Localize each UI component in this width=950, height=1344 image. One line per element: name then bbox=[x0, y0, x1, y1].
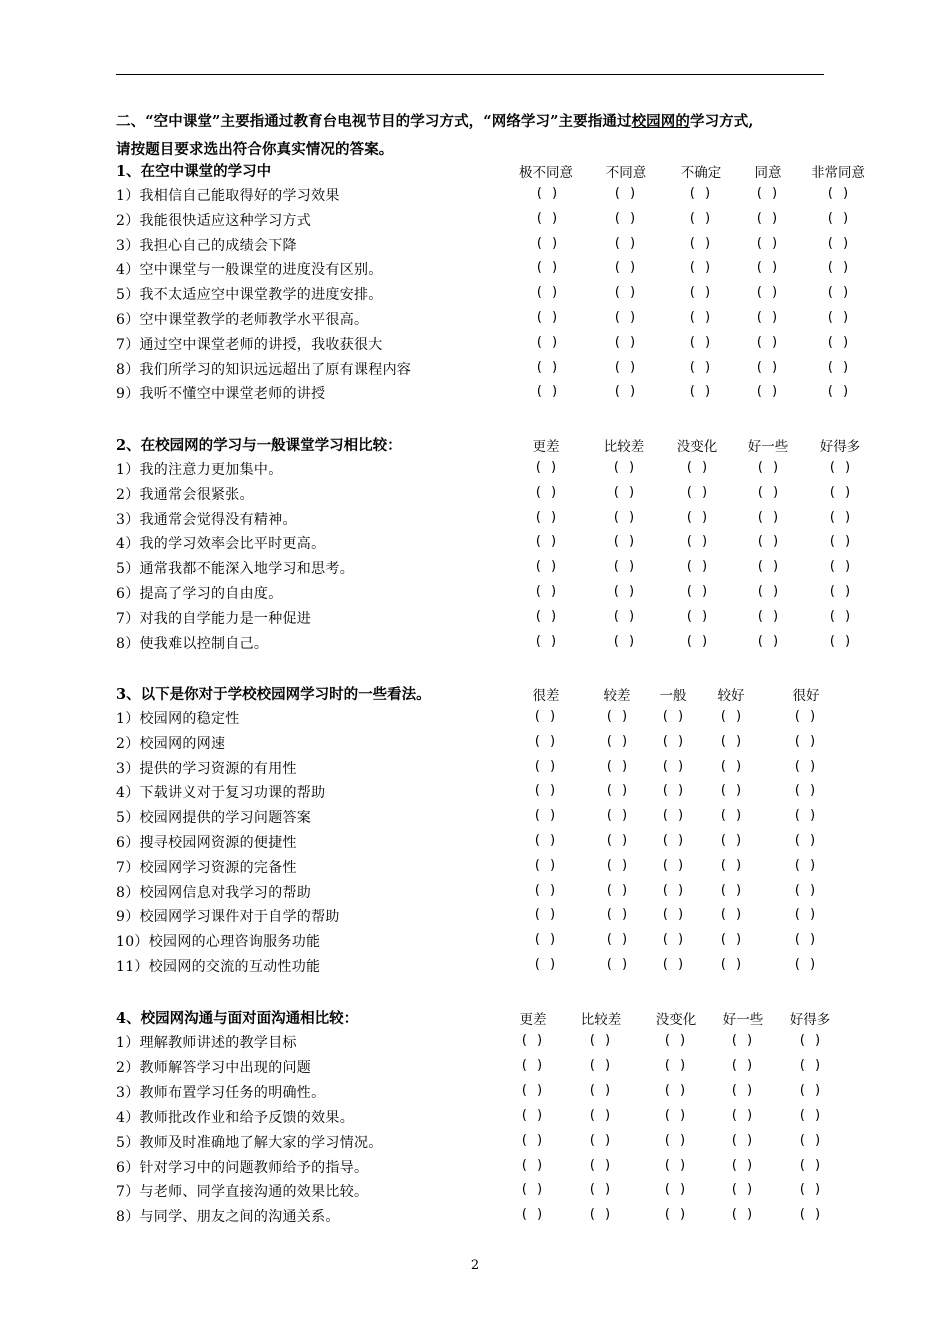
rating-option-3[interactable]: ( ) bbox=[688, 285, 712, 301]
rating-option-3[interactable]: ( ) bbox=[661, 808, 685, 824]
rating-option-3[interactable]: ( ) bbox=[661, 882, 685, 898]
rating-option-4[interactable]: ( ) bbox=[719, 882, 743, 898]
rating-option-4[interactable]: ( ) bbox=[730, 1107, 754, 1123]
rating-option-3[interactable]: ( ) bbox=[663, 1157, 687, 1173]
rating-column-header: 更差 bbox=[532, 439, 560, 455]
question-text: 4）我的学习效率会比平时更高。 bbox=[116, 536, 326, 553]
header-rule bbox=[116, 74, 824, 75]
rating-option-4[interactable]: ( ) bbox=[730, 1033, 754, 1048]
rating-option-4[interactable]: ( ) bbox=[755, 260, 779, 276]
rating-option-2[interactable]: ( ) bbox=[613, 235, 637, 251]
rating-option-4[interactable]: ( ) bbox=[730, 1207, 754, 1223]
question-text: 7）对我的自学能力是一种促进 bbox=[116, 610, 312, 627]
rating-column-header: 不同意 bbox=[605, 165, 647, 181]
rating-option-4[interactable]: ( ) bbox=[755, 210, 779, 226]
rating-option-4[interactable]: ( ) bbox=[755, 235, 779, 251]
rating-column-header: 较差 bbox=[603, 688, 631, 704]
rating-option-3[interactable]: ( ) bbox=[661, 733, 685, 749]
question-text: 3）我通常会觉得没有精神。 bbox=[116, 511, 297, 528]
rating-option-4[interactable]: ( ) bbox=[756, 584, 780, 599]
rating-option-4[interactable]: ( ) bbox=[756, 534, 780, 550]
question-text: 2）校园网的网速 bbox=[116, 735, 226, 752]
question-text: 1）理解教师讲述的教学目标 bbox=[116, 1035, 297, 1051]
rating-column-header: 不确定 bbox=[680, 165, 722, 181]
rating-option-4[interactable]: ( ) bbox=[756, 633, 780, 649]
rating-option-3[interactable]: ( ) bbox=[661, 833, 685, 848]
rating-column-header: 更差 bbox=[519, 1012, 547, 1028]
rating-option-3[interactable]: ( ) bbox=[663, 1107, 687, 1123]
rating-option-3[interactable]: ( ) bbox=[685, 584, 709, 599]
question-text: 3）提供的学习资源的有用性 bbox=[116, 760, 297, 777]
rating-option-4[interactable]: ( ) bbox=[756, 608, 780, 624]
question-text: 6）空中课堂教学的老师教学水平很高。 bbox=[116, 312, 369, 328]
rating-option-1[interactable]: ( ) bbox=[520, 1132, 544, 1148]
rating-option-4[interactable]: ( ) bbox=[719, 808, 743, 824]
question-text: 4）下载讲义对于复习功课的帮助 bbox=[116, 785, 326, 802]
rating-option-3[interactable]: ( ) bbox=[685, 633, 709, 649]
rating-option-2[interactable]: ( ) bbox=[588, 1182, 612, 1198]
intro-text-b: 学习方式, bbox=[689, 113, 754, 130]
rating-option-3[interactable]: ( ) bbox=[688, 210, 712, 226]
rating-option-4[interactable]: ( ) bbox=[719, 932, 743, 948]
rating-option-5[interactable]: ( ) bbox=[798, 1033, 822, 1048]
rating-option-3[interactable]: ( ) bbox=[685, 460, 709, 475]
rating-option-2[interactable]: ( ) bbox=[613, 260, 637, 276]
rating-option-4[interactable]: ( ) bbox=[755, 359, 779, 375]
rating-option-1[interactable]: ( ) bbox=[535, 235, 559, 251]
rating-option-5[interactable]: ( ) bbox=[793, 709, 817, 724]
rating-option-3[interactable]: ( ) bbox=[663, 1207, 687, 1223]
question-text: 4）教师批改作业和给予反馈的效果。 bbox=[116, 1109, 355, 1126]
rating-option-1[interactable]: ( ) bbox=[533, 758, 557, 774]
rating-option-3[interactable]: ( ) bbox=[688, 334, 712, 350]
rating-option-3[interactable]: ( ) bbox=[685, 534, 709, 550]
rating-option-5[interactable]: ( ) bbox=[828, 608, 852, 624]
rating-option-5[interactable]: ( ) bbox=[828, 509, 852, 525]
rating-option-3[interactable]: ( ) bbox=[688, 235, 712, 251]
rating-option-2[interactable]: ( ) bbox=[612, 584, 636, 599]
rating-option-1[interactable]: ( ) bbox=[535, 210, 559, 226]
rating-option-3[interactable]: ( ) bbox=[663, 1082, 687, 1098]
rating-option-2[interactable]: ( ) bbox=[613, 334, 637, 350]
rating-option-4[interactable]: ( ) bbox=[756, 460, 780, 475]
rating-option-4[interactable]: ( ) bbox=[756, 509, 780, 525]
rating-option-5[interactable]: ( ) bbox=[798, 1182, 822, 1198]
question-text: 8）我们所学习的知识远远超出了原有课程内容 bbox=[116, 361, 412, 378]
page-number: 2 bbox=[470, 1258, 480, 1273]
rating-option-3[interactable]: ( ) bbox=[688, 384, 712, 400]
rating-option-5[interactable]: ( ) bbox=[826, 260, 850, 276]
section-title: 3、以下是你对于学校校园网学习时的一些看法。 bbox=[116, 686, 431, 703]
rating-option-2[interactable]: ( ) bbox=[613, 285, 637, 301]
rating-option-5[interactable]: ( ) bbox=[826, 334, 850, 350]
rating-option-5[interactable]: ( ) bbox=[798, 1107, 822, 1123]
rating-column-header: 极不同意 bbox=[519, 165, 573, 181]
rating-option-4[interactable]: ( ) bbox=[719, 957, 743, 972]
rating-option-2[interactable]: ( ) bbox=[588, 1107, 612, 1123]
question-text: 3）我担心自己的成绩会下降 bbox=[116, 237, 297, 254]
rating-option-5[interactable]: ( ) bbox=[828, 460, 852, 475]
rating-option-4[interactable]: ( ) bbox=[719, 709, 743, 724]
rating-option-2[interactable]: ( ) bbox=[588, 1207, 612, 1223]
question-text: 6）提高了学习的自由度。 bbox=[116, 586, 283, 602]
rating-option-5[interactable]: ( ) bbox=[793, 907, 817, 923]
rating-option-2[interactable]: ( ) bbox=[605, 907, 629, 923]
rating-option-1[interactable]: ( ) bbox=[533, 808, 557, 824]
rating-option-1[interactable]: ( ) bbox=[520, 1157, 544, 1173]
rating-option-2[interactable]: ( ) bbox=[605, 957, 629, 972]
rating-option-4[interactable]: ( ) bbox=[755, 334, 779, 350]
question-text: 6）搜寻校园网资源的便捷性 bbox=[116, 835, 297, 851]
rating-option-5[interactable]: ( ) bbox=[793, 758, 817, 774]
question-text: 5）教师及时准确地了解大家的学习情况。 bbox=[116, 1134, 383, 1151]
rating-option-3[interactable]: ( ) bbox=[661, 709, 685, 724]
rating-option-5[interactable]: ( ) bbox=[793, 957, 817, 972]
rating-option-2[interactable]: ( ) bbox=[588, 1033, 612, 1048]
rating-option-1[interactable]: ( ) bbox=[533, 882, 557, 898]
rating-option-1[interactable]: ( ) bbox=[533, 857, 557, 873]
rating-column-header: 好一些 bbox=[722, 1012, 764, 1028]
section-title: 4、校园网沟通与面对面沟通相比较： bbox=[116, 1010, 359, 1027]
rating-option-1[interactable]: ( ) bbox=[533, 932, 557, 948]
rating-option-3[interactable]: ( ) bbox=[661, 783, 685, 799]
rating-option-4[interactable]: ( ) bbox=[730, 1157, 754, 1173]
rating-option-2[interactable]: ( ) bbox=[612, 460, 636, 475]
rating-option-3[interactable]: ( ) bbox=[661, 857, 685, 873]
rating-option-4[interactable]: ( ) bbox=[756, 484, 780, 500]
rating-option-2[interactable]: ( ) bbox=[613, 210, 637, 226]
rating-option-4[interactable]: ( ) bbox=[730, 1182, 754, 1198]
rating-option-1[interactable]: ( ) bbox=[534, 608, 558, 624]
rating-option-4[interactable]: ( ) bbox=[755, 285, 779, 301]
rating-column-header: 很差 bbox=[532, 688, 560, 704]
rating-column-header: 非常同意 bbox=[811, 165, 865, 181]
rating-option-5[interactable]: ( ) bbox=[828, 534, 852, 550]
rating-option-1[interactable]: ( ) bbox=[534, 633, 558, 649]
question-text: 8）校园网信息对我学习的帮助 bbox=[116, 884, 312, 901]
question-text: 9）我听不懂空中课堂老师的讲授 bbox=[116, 386, 326, 403]
rating-option-5[interactable]: ( ) bbox=[793, 783, 817, 799]
rating-option-3[interactable]: ( ) bbox=[663, 1033, 687, 1048]
question-text: 2）我通常会很紧张。 bbox=[116, 486, 254, 503]
rating-option-2[interactable]: ( ) bbox=[605, 783, 629, 799]
rating-option-4[interactable]: ( ) bbox=[719, 833, 743, 848]
rating-option-5[interactable]: ( ) bbox=[826, 285, 850, 301]
rating-option-5[interactable]: ( ) bbox=[798, 1207, 822, 1223]
rating-option-3[interactable]: ( ) bbox=[661, 932, 685, 948]
section-title: 1、在空中课堂的学习中 bbox=[116, 163, 272, 180]
question-text: 11）校园网的交流的互动性功能 bbox=[116, 959, 321, 975]
rating-option-4[interactable]: ( ) bbox=[730, 1132, 754, 1148]
rating-option-2[interactable]: ( ) bbox=[605, 932, 629, 948]
rating-option-1[interactable]: ( ) bbox=[520, 1033, 544, 1048]
rating-option-5[interactable]: ( ) bbox=[826, 359, 850, 375]
rating-option-2[interactable]: ( ) bbox=[612, 608, 636, 624]
rating-option-3[interactable]: ( ) bbox=[685, 509, 709, 525]
question-text: 5）我不太适应空中课堂教学的进度安排。 bbox=[116, 287, 383, 304]
rating-option-4[interactable]: ( ) bbox=[719, 758, 743, 774]
intro-line-1 bbox=[116, 110, 754, 131]
rating-option-3[interactable]: ( ) bbox=[688, 310, 712, 325]
intro-underlined-text: 校园网的 bbox=[631, 113, 690, 130]
rating-column-header: 较好 bbox=[717, 688, 745, 704]
rating-option-5[interactable]: ( ) bbox=[826, 384, 850, 400]
rating-column-header: 一般 bbox=[659, 688, 687, 704]
rating-option-1[interactable]: ( ) bbox=[533, 709, 557, 724]
rating-option-1[interactable]: ( ) bbox=[535, 334, 559, 350]
rating-option-1[interactable]: ( ) bbox=[533, 907, 557, 923]
rating-column-header: 比较差 bbox=[603, 439, 645, 455]
rating-option-1[interactable]: ( ) bbox=[520, 1107, 544, 1123]
rating-option-4[interactable]: ( ) bbox=[755, 384, 779, 400]
rating-option-5[interactable]: ( ) bbox=[826, 186, 850, 201]
question-text: 2）我能很快适应这种学习方式 bbox=[116, 212, 312, 229]
rating-option-2[interactable]: ( ) bbox=[612, 633, 636, 649]
rating-option-2[interactable]: ( ) bbox=[605, 758, 629, 774]
rating-option-1[interactable]: ( ) bbox=[520, 1057, 544, 1073]
rating-option-1[interactable]: ( ) bbox=[534, 460, 558, 475]
rating-option-1[interactable]: ( ) bbox=[533, 783, 557, 799]
rating-option-3[interactable]: ( ) bbox=[685, 559, 709, 575]
question-text: 5）通常我都不能深入地学习和思考。 bbox=[116, 561, 355, 578]
question-text: 8）使我难以控制自己。 bbox=[116, 635, 269, 652]
rating-option-5[interactable]: ( ) bbox=[828, 484, 852, 500]
rating-column-header: 比较差 bbox=[580, 1012, 622, 1028]
question-text: 5）校园网提供的学习问题答案 bbox=[116, 810, 312, 827]
rating-option-3[interactable]: ( ) bbox=[688, 260, 712, 276]
rating-option-1[interactable]: ( ) bbox=[535, 359, 559, 375]
question-text: 1）我相信自己能取得好的学习效果 bbox=[116, 188, 340, 204]
rating-option-4[interactable]: ( ) bbox=[719, 783, 743, 799]
rating-option-5[interactable]: ( ) bbox=[798, 1132, 822, 1148]
rating-option-5[interactable]: ( ) bbox=[826, 210, 850, 226]
rating-option-1[interactable]: ( ) bbox=[535, 384, 559, 400]
rating-option-2[interactable]: ( ) bbox=[613, 186, 637, 201]
rating-option-2[interactable]: ( ) bbox=[613, 384, 637, 400]
question-text: 7）与老师、同学直接沟通的效果比较。 bbox=[116, 1184, 369, 1201]
rating-option-2[interactable]: ( ) bbox=[605, 808, 629, 824]
rating-option-5[interactable]: ( ) bbox=[798, 1082, 822, 1098]
rating-option-1[interactable]: ( ) bbox=[520, 1207, 544, 1223]
rating-option-2[interactable]: ( ) bbox=[605, 709, 629, 724]
rating-option-3[interactable]: ( ) bbox=[661, 957, 685, 972]
rating-column-header: 好得多 bbox=[789, 1012, 831, 1028]
rating-option-3[interactable]: ( ) bbox=[661, 758, 685, 774]
rating-option-2[interactable]: ( ) bbox=[612, 534, 636, 550]
rating-option-3[interactable]: ( ) bbox=[685, 608, 709, 624]
rating-option-5[interactable]: ( ) bbox=[793, 733, 817, 749]
section-title: 2、在校园网的学习与一般课堂学习相比较： bbox=[116, 437, 402, 454]
rating-option-2[interactable]: ( ) bbox=[612, 484, 636, 500]
rating-option-2[interactable]: ( ) bbox=[588, 1082, 612, 1098]
rating-option-2[interactable]: ( ) bbox=[613, 359, 637, 375]
question-text: 6）针对学习中的问题教师给予的指导。 bbox=[116, 1159, 369, 1176]
rating-option-1[interactable]: ( ) bbox=[535, 310, 559, 325]
question-text: 4）空中课堂与一般课堂的进度没有区别。 bbox=[116, 262, 383, 279]
rating-option-1[interactable]: ( ) bbox=[534, 584, 558, 599]
rating-option-5[interactable]: ( ) bbox=[826, 235, 850, 251]
rating-option-5[interactable]: ( ) bbox=[793, 808, 817, 824]
question-text: 7）校园网学习资源的完备性 bbox=[116, 859, 297, 876]
rating-option-2[interactable]: ( ) bbox=[605, 833, 629, 848]
rating-option-5[interactable]: ( ) bbox=[793, 932, 817, 948]
rating-column-header: 同意 bbox=[754, 165, 782, 181]
rating-option-2[interactable]: ( ) bbox=[605, 857, 629, 873]
rating-option-4[interactable]: ( ) bbox=[730, 1057, 754, 1073]
rating-option-4[interactable]: ( ) bbox=[719, 733, 743, 749]
rating-option-1[interactable]: ( ) bbox=[534, 534, 558, 550]
rating-option-5[interactable]: ( ) bbox=[798, 1057, 822, 1073]
rating-option-3[interactable]: ( ) bbox=[688, 359, 712, 375]
rating-option-1[interactable]: ( ) bbox=[535, 285, 559, 301]
question-text: 2）教师解答学习中出现的问题 bbox=[116, 1059, 312, 1076]
rating-option-5[interactable]: ( ) bbox=[826, 310, 850, 325]
rating-option-2[interactable]: ( ) bbox=[605, 882, 629, 898]
intro-line-2: 请按题目要求选出符合你真实情况的答案。 bbox=[116, 141, 394, 158]
rating-option-5[interactable]: ( ) bbox=[793, 857, 817, 873]
rating-option-1[interactable]: ( ) bbox=[534, 559, 558, 575]
rating-option-1[interactable]: ( ) bbox=[533, 957, 557, 972]
rating-option-4[interactable]: ( ) bbox=[730, 1082, 754, 1098]
rating-option-5[interactable]: ( ) bbox=[828, 584, 852, 599]
question-text: 1）我的注意力更加集中。 bbox=[116, 462, 283, 478]
rating-option-2[interactable]: ( ) bbox=[612, 559, 636, 575]
question-text: 9）校园网学习课件对于自学的帮助 bbox=[116, 909, 340, 926]
rating-option-4[interactable]: ( ) bbox=[756, 559, 780, 575]
rating-option-3[interactable]: ( ) bbox=[685, 484, 709, 500]
rating-option-5[interactable]: ( ) bbox=[828, 559, 852, 575]
rating-option-2[interactable]: ( ) bbox=[613, 310, 637, 325]
question-text: 7）通过空中课堂老师的讲授，我收获很大 bbox=[116, 336, 383, 353]
intro-text-a: 二、“空中课堂”主要指通过教育台电视节目的学习方式，“网络学习”主要指通过 bbox=[116, 113, 632, 130]
rating-option-2[interactable]: ( ) bbox=[588, 1157, 612, 1173]
rating-option-2[interactable]: ( ) bbox=[605, 733, 629, 749]
rating-column-header: 好得多 bbox=[819, 439, 861, 455]
question-text: 1）校园网的稳定性 bbox=[116, 711, 240, 727]
rating-option-3[interactable]: ( ) bbox=[688, 186, 712, 201]
rating-column-header: 没变化 bbox=[655, 1012, 697, 1028]
rating-option-3[interactable]: ( ) bbox=[663, 1182, 687, 1198]
rating-column-header: 好一些 bbox=[747, 439, 789, 455]
rating-option-1[interactable]: ( ) bbox=[533, 733, 557, 749]
rating-option-1[interactable]: ( ) bbox=[534, 509, 558, 525]
rating-option-1[interactable]: ( ) bbox=[534, 484, 558, 500]
rating-option-3[interactable]: ( ) bbox=[661, 907, 685, 923]
rating-option-2[interactable]: ( ) bbox=[612, 509, 636, 525]
rating-option-5[interactable]: ( ) bbox=[793, 833, 817, 848]
question-text: 10）校园网的心理咨询服务功能 bbox=[116, 934, 321, 951]
rating-column-header: 没变化 bbox=[676, 439, 718, 455]
question-text: 8）与同学、朋友之间的沟通关系。 bbox=[116, 1209, 340, 1226]
rating-option-1[interactable]: ( ) bbox=[533, 833, 557, 848]
rating-option-4[interactable]: ( ) bbox=[719, 857, 743, 873]
rating-option-1[interactable]: ( ) bbox=[535, 186, 559, 201]
rating-option-2[interactable]: ( ) bbox=[588, 1057, 612, 1073]
rating-option-3[interactable]: ( ) bbox=[663, 1057, 687, 1073]
rating-option-5[interactable]: ( ) bbox=[828, 633, 852, 649]
rating-option-3[interactable]: ( ) bbox=[663, 1132, 687, 1148]
rating-option-1[interactable]: ( ) bbox=[535, 260, 559, 276]
rating-option-4[interactable]: ( ) bbox=[719, 907, 743, 923]
rating-option-5[interactable]: ( ) bbox=[793, 882, 817, 898]
rating-option-4[interactable]: ( ) bbox=[755, 186, 779, 201]
rating-column-header: 很好 bbox=[792, 688, 820, 704]
rating-option-2[interactable]: ( ) bbox=[588, 1132, 612, 1148]
rating-option-1[interactable]: ( ) bbox=[520, 1082, 544, 1098]
rating-option-4[interactable]: ( ) bbox=[755, 310, 779, 325]
rating-option-1[interactable]: ( ) bbox=[520, 1182, 544, 1198]
question-text: 3）教师布置学习任务的明确性。 bbox=[116, 1084, 326, 1101]
rating-option-5[interactable]: ( ) bbox=[798, 1157, 822, 1173]
